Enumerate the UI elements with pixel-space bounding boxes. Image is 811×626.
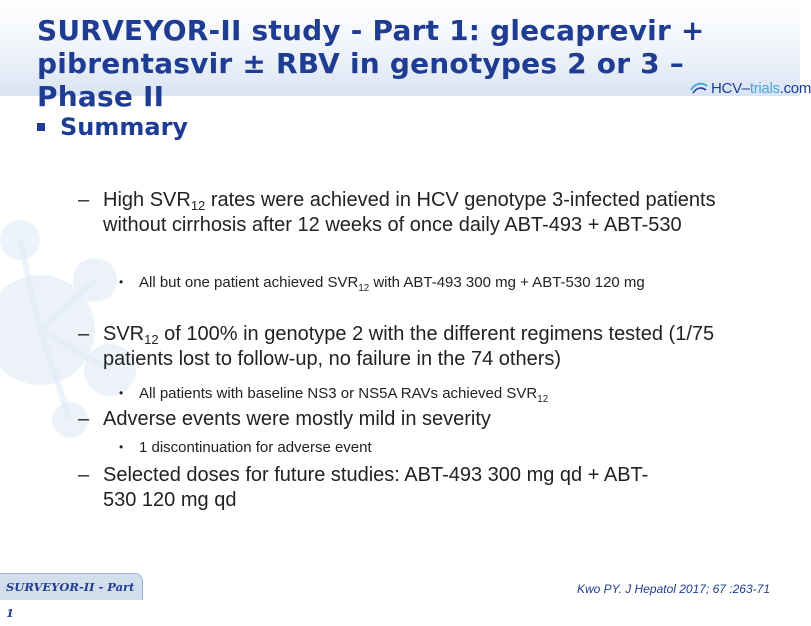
bullet-text: of 100% in genotype 2 with the different regimens tested (1/75 patients lost to follow-up, no failure in the 74 others) bbox=[103, 323, 715, 370]
dot-marker: • bbox=[119, 440, 124, 454]
bullet-item bbox=[78, 463, 663, 513]
logo-suffix: .com bbox=[779, 79, 811, 97]
citation: Kwo PY. J Hepatol 2017; 67 :263-71 bbox=[576, 582, 770, 596]
bullet-text: Adverse events were mostly mild in severity bbox=[103, 408, 491, 430]
logo bbox=[690, 78, 811, 98]
dash-marker: – bbox=[78, 464, 90, 486]
dash-marker: – bbox=[78, 189, 90, 211]
sub-bullet-text: with ABT-493 300 mg + ABT-530 120 mg bbox=[369, 274, 645, 291]
logo-main: HCV bbox=[711, 79, 742, 97]
sub-bullet-text: All but one patient achieved SVR bbox=[139, 274, 359, 291]
section-heading-label: Summary bbox=[60, 113, 189, 141]
sub-bullet-item bbox=[119, 383, 699, 405]
logo-separator: – bbox=[741, 79, 750, 97]
bullet-item bbox=[78, 188, 743, 238]
dot-marker: • bbox=[119, 386, 124, 400]
logo-swirl-icon bbox=[690, 81, 708, 95]
subscript: 12 bbox=[537, 394, 549, 405]
footer-study-tag: SURVEYOR-II - Part 1 bbox=[0, 573, 143, 600]
dash-marker: – bbox=[78, 408, 90, 430]
bullet-text: SVR bbox=[103, 323, 145, 345]
dash-marker: – bbox=[78, 323, 90, 345]
bullet-text: Selected doses for future studies: ABT-493 300 mg qd + ABT-530 120 mg qd bbox=[103, 464, 649, 511]
bullet-item bbox=[78, 407, 743, 432]
sub-bullet-item bbox=[119, 437, 699, 458]
square-bullet-icon bbox=[37, 123, 45, 131]
subscript: 12 bbox=[144, 332, 159, 347]
subscript: 12 bbox=[190, 198, 206, 213]
bullet-text: High SVR bbox=[103, 189, 191, 211]
slide-title: SURVEYOR-II study - Part 1: glecaprevir + pibrentasvir ± RBV in genotypes 2 or 3 – Phase II bbox=[37, 14, 705, 113]
sub-bullet-text: 1 discontinuation for adverse event bbox=[139, 439, 372, 456]
bullet-item bbox=[78, 322, 743, 372]
dot-marker: • bbox=[119, 275, 124, 289]
section-heading bbox=[37, 113, 188, 141]
sub-bullet-item bbox=[119, 272, 699, 294]
bullet-text: rates were achieved in HCV genotype 3-infected patients without cirrhosis after 12 weeks of once daily ABT-493 + ABT-530 bbox=[103, 189, 716, 236]
subscript: 12 bbox=[358, 283, 370, 294]
logo-accent: trials bbox=[749, 79, 780, 97]
sub-bullet-text: All patients with baseline NS3 or NS5A RAVs achieved SVR bbox=[139, 385, 538, 402]
